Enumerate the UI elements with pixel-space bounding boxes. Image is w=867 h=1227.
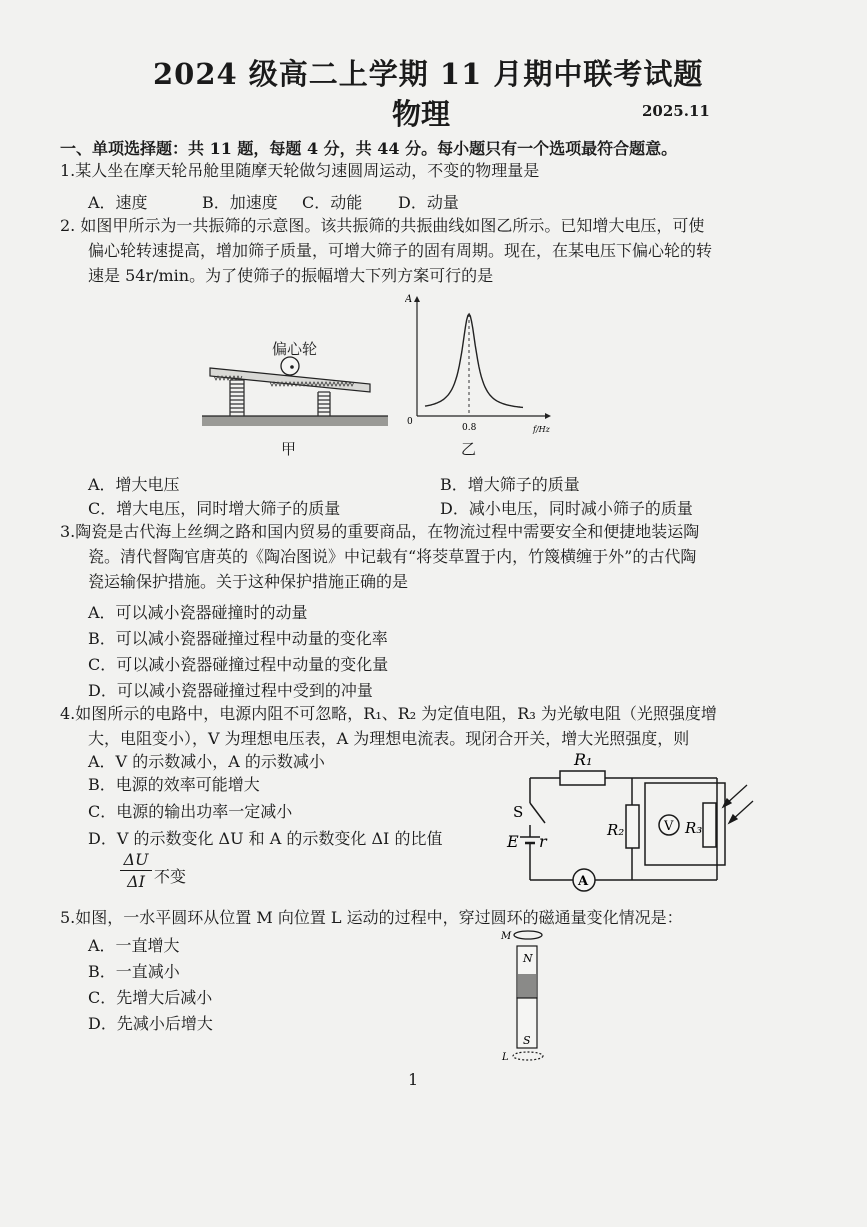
section-heading: 一、单项选择题：共 11 题，每题 4 分，共 44 分。每小题只有一个选项最符合题意。 — [60, 139, 678, 158]
page-title: 2024 级高二上学期 11 月期中联考试题 — [153, 57, 704, 91]
q4-option-b: B．电源的效率可能增大 — [88, 775, 260, 794]
q4-option-d: D．V 的示数变化 ΔU 和 A 的示数变化 ΔI 的比值 — [88, 829, 443, 848]
label-m: M — [501, 931, 512, 942]
q3-stem-line1: 3.陶瓷是古代海上丝绸之路和国内贸易的重要商品，在物流过程中需要安全和便捷地装运陶 — [60, 522, 700, 541]
ring-at-l — [513, 1052, 543, 1060]
ring-at-m — [514, 931, 542, 939]
q2-stem-line3: 速是 54r/min。为了使筛子的振幅增大下列方案可行的是 — [88, 266, 494, 285]
light-arrows — [723, 785, 753, 823]
figure-jia-caption: 甲 — [281, 440, 297, 458]
q3-stem-line2: 瓷。清代督陶官唐英的《陶冶图说》中记载有“将茭草置于内，竹篾横缠于外”的古代陶 — [88, 547, 697, 566]
q5-option-c: C．先增大后减小 — [88, 988, 213, 1007]
label-n: N — [523, 952, 533, 965]
magnet-middle-band — [518, 974, 536, 998]
q1-option-c: C．动能 — [302, 193, 363, 212]
delta-fraction — [120, 850, 152, 891]
q2-stem-line2: 偏心轮转速提高，增加筛子质量，可增大筛子的固有周期。现在，在某电压下偏心轮的转 — [88, 241, 713, 260]
q1-option-d: D．动量 — [398, 193, 459, 212]
q3-option-b: B．可以减小瓷器碰撞过程中动量的变化率 — [88, 629, 388, 648]
q2-stem-line1: 2. 如图甲所示为一共振筛的示意图。该共振筛的共振曲线如图乙所示。已知增大电压，可使 — [60, 216, 705, 235]
resistor-r1 — [560, 771, 605, 785]
y-axis-label: A — [405, 294, 413, 305]
left-spring — [230, 380, 244, 416]
page-number: 1 — [408, 1070, 419, 1089]
q4-stem-line2: 大，电阻变小），V 为理想电压表，A 为理想电流表。现闭合开关，增大光照强度，则 — [88, 729, 690, 748]
q2-option-b: B．增大筛子的质量 — [440, 475, 580, 494]
resonance-curve — [405, 292, 555, 434]
fraction-tail: 不变 — [154, 867, 187, 886]
q5-option-b: B．一直减小 — [88, 962, 180, 981]
q5-option-d: D．先减小后增大 — [88, 1014, 213, 1033]
q3-option-c: C．可以减小瓷器碰撞过程中动量的变化量 — [88, 655, 389, 674]
q4-stem-line1: 4.如图所示的电路中，电源内阻不可忽略，R₁、R₂ 为定值电阻，R₃ 为光敏电阻（光照强度增 — [60, 704, 717, 723]
eccentric-wheel-label: 偏心轮 — [272, 340, 318, 358]
x-axis-label: f/Hz — [533, 425, 550, 434]
origin-label: 0 — [407, 417, 413, 427]
switch-label: S — [513, 803, 524, 821]
q1-option-a: A．速度 — [88, 193, 148, 212]
q3-stem-line3: 瓷运输保护措施。关于这种保护措施正确的是 — [88, 572, 409, 591]
r3-label: R₃ — [685, 819, 703, 837]
emf-label: E — [507, 832, 519, 851]
q3-option-a: A．可以减小瓷器碰撞时的动量 — [88, 603, 308, 622]
q2-option-a: A．增大电压 — [88, 475, 180, 494]
q2-option-c: C．增大电压，同时增大筛子的质量 — [88, 499, 341, 518]
r2-label: R₂ — [607, 821, 625, 839]
exam-date: 2025.11 — [642, 102, 710, 120]
figure-yi-caption: 乙 — [461, 440, 477, 458]
eccentric-wheel — [281, 357, 299, 375]
fraction-denominator: ΔI — [127, 872, 145, 891]
label-s: S — [523, 1034, 531, 1047]
subject-title: 物理 — [392, 97, 451, 131]
label-l: L — [502, 1052, 509, 1063]
magnet-diagram — [498, 926, 558, 1066]
voltmeter-label: V — [664, 819, 674, 834]
circuit-diagram — [495, 745, 755, 895]
q4-option-a: A．V 的示数减小，A 的示数减小 — [88, 752, 325, 771]
photoresistor-r3 — [703, 803, 716, 847]
q3-option-d: D．可以减小瓷器碰撞过程中受到的冲量 — [88, 681, 373, 700]
ammeter-label: A — [578, 874, 589, 889]
resistor-r2 — [626, 805, 639, 848]
internal-resistance-label: r — [539, 832, 547, 851]
fraction-numerator: ΔU — [123, 850, 149, 869]
q1-option-b: B．加速度 — [202, 193, 278, 212]
resonance-curve-line — [425, 314, 523, 407]
q5-option-a: A．一直增大 — [88, 936, 180, 955]
r1-label: R₁ — [574, 750, 593, 769]
q2-option-d: D．减小电压，同时减小筛子的质量 — [440, 499, 693, 518]
q1-stem: 1.某人坐在摩天轮吊舱里随摩天轮做匀速圆周运动，不变的物理量是 — [60, 161, 540, 180]
peak-tick-label: 0.8 — [462, 423, 477, 433]
q5-stem: 5.如图，一水平圆环从位置 M 向位置 L 运动的过程中，穿过圆环的磁通量变化情况是： — [60, 908, 683, 927]
right-spring — [318, 392, 330, 416]
q4-option-c: C．电源的输出功率一定减小 — [88, 802, 293, 821]
ground-block — [202, 416, 388, 426]
